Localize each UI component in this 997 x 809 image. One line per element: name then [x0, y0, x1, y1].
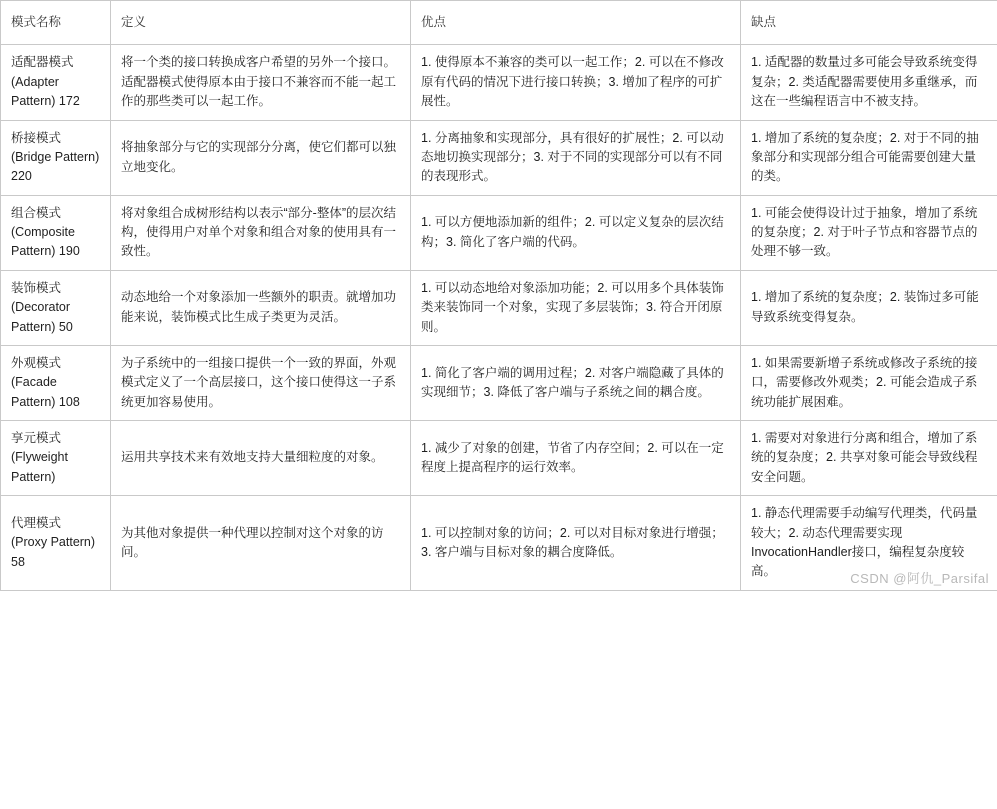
cell-definition: 为子系统中的一组接口提供一个一致的界面，外观模式定义了一个高层接口，这个接口使得这一子系统更加容易使用。 — [111, 345, 411, 420]
cell-pattern-name: 桥接模式 (Bridge Pattern) 220 — [1, 120, 111, 195]
cell-definition: 将抽象部分与它的实现部分分离，使它们都可以独立地变化。 — [111, 120, 411, 195]
cell-cons: 1. 如果需要新增子系统或修改子系统的接口，需要修改外观类；2. 可能会造成子系统功能扩展困难。 — [741, 345, 997, 420]
cell-pros: 1. 分离抽象和实现部分，具有很好的扩展性；2. 可以动态地切换实现部分；3. 对于不同的实现部分可以有不同的表现形式。 — [411, 120, 741, 195]
cell-pros: 1. 可以控制对象的访问；2. 可以对目标对象进行增强；3. 客户端与目标对象的耦合度降低。 — [411, 496, 741, 591]
cell-definition: 将一个类的接口转换成客户希望的另外一个接口。适配器模式使得原本由于接口不兼容而不能一起工作的那些类可以一起工作。 — [111, 45, 411, 120]
column-header-pattern-name: 模式名称 — [1, 1, 111, 45]
cell-cons: 1. 增加了系统的复杂度；2. 对于不同的抽象部分和实现部分组合可能需要创建大量的类。 — [741, 120, 997, 195]
cell-pros: 1. 使得原本不兼容的类可以一起工作；2. 可以在不修改原有代码的情况下进行接口转换；3. 增加了程序的可扩展性。 — [411, 45, 741, 120]
table-row — [1, 45, 997, 120]
cell-pros: 1. 可以动态地给对象添加功能；2. 可以用多个具体装饰类来装饰同一个对象，实现了多层装饰；3. 符合开闭原则。 — [411, 270, 741, 345]
cell-definition: 为其他对象提供一种代理以控制对这个对象的访问。 — [111, 496, 411, 591]
table-row — [1, 345, 997, 420]
cell-pattern-name: 享元模式 (Flyweight Pattern) — [1, 421, 111, 496]
cell-cons: 1. 静态代理需要手动编写代理类，代码量较大；2. 动态代理需要实现InvocationHandler接口，编程复杂度较高。 — [741, 496, 997, 591]
cell-cons: 1. 增加了系统的复杂度；2. 装饰过多可能导致系统变得复杂。 — [741, 270, 997, 345]
cell-cons: 1. 适配器的数量过多可能会导致系统变得复杂；2. 类适配器需要使用多重继承，而这在一些编程语言中不被支持。 — [741, 45, 997, 120]
cell-cons: 1. 需要对对象进行分离和组合，增加了系统的复杂度；2. 共享对象可能会导致线程安全问题。 — [741, 421, 997, 496]
table-body — [1, 45, 997, 590]
cell-pattern-name: 适配器模式 (Adapter Pattern) 172 — [1, 45, 111, 120]
column-header-cons: 缺点 — [741, 1, 997, 45]
cell-pros: 1. 简化了客户端的调用过程；2. 对客户端隐藏了具体的实现细节；3. 降低了客户端与子系统之间的耦合度。 — [411, 345, 741, 420]
table-header-row — [1, 1, 997, 45]
column-header-definition: 定义 — [111, 1, 411, 45]
table-header — [1, 1, 997, 45]
cell-pros: 1. 可以方便地添加新的组件；2. 可以定义复杂的层次结构；3. 简化了客户端的代码。 — [411, 195, 741, 270]
cell-pros: 1. 减少了对象的创建，节省了内存空间；2. 可以在一定程度上提高程序的运行效率。 — [411, 421, 741, 496]
cell-pattern-name: 组合模式 (Composite Pattern) 190 — [1, 195, 111, 270]
column-header-pros: 优点 — [411, 1, 741, 45]
cell-definition: 动态地给一个对象添加一些额外的职责。就增加功能来说，装饰模式比生成子类更为灵活。 — [111, 270, 411, 345]
cell-cons: 1. 可能会使得设计过于抽象，增加了系统的复杂度；2. 对于叶子节点和容器节点的处理不够一致。 — [741, 195, 997, 270]
cell-pattern-name: 外观模式 (Facade Pattern) 108 — [1, 345, 111, 420]
cell-definition: 将对象组合成树形结构以表示“部分-整体”的层次结构，使得用户对单个对象和组合对象的使用具有一致性。 — [111, 195, 411, 270]
table-row — [1, 195, 997, 270]
table-row — [1, 120, 997, 195]
table-row — [1, 496, 997, 591]
watermark: CSDN @阿仇_Parsifal — [850, 570, 989, 586]
table-row — [1, 421, 997, 496]
cell-definition: 运用共享技术来有效地支持大量细粒度的对象。 — [111, 421, 411, 496]
cell-pattern-name: 装饰模式 (Decorator Pattern) 50 — [1, 270, 111, 345]
table-row — [1, 270, 997, 345]
cell-pattern-name: 代理模式 (Proxy Pattern) 58 — [1, 496, 111, 591]
